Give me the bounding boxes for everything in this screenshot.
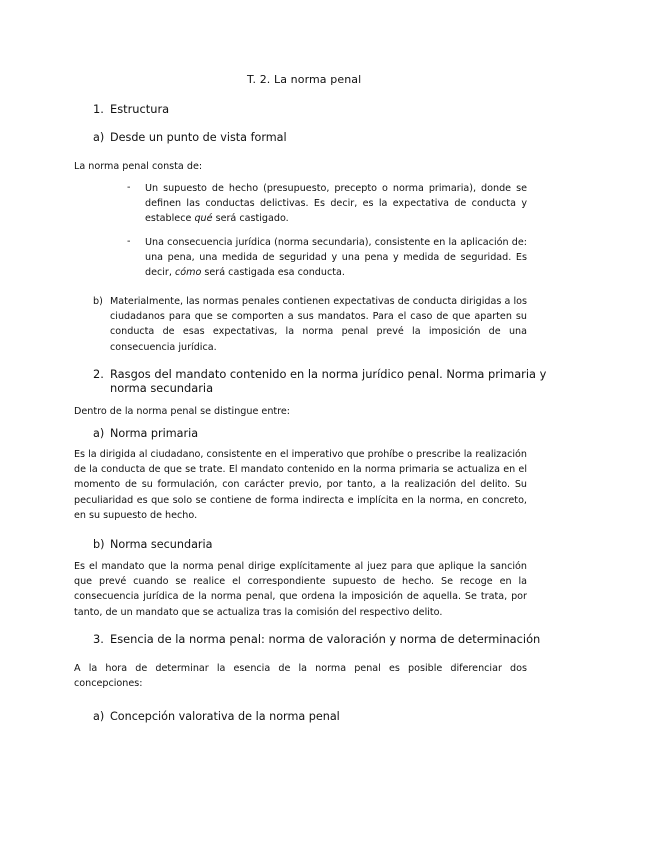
bullet-2-emphasis: cómo (174, 267, 202, 279)
section-1-number: 1. (93, 102, 104, 116)
norma-secundaria-paragraph (74, 559, 527, 620)
section-1b-label: b) (93, 296, 103, 307)
bullet-dash: - (127, 182, 131, 193)
section-1b-paragraph (110, 294, 527, 355)
section-3-number: 3. (93, 632, 104, 646)
section-3-intro-text: A la hora de determinar la esencia de la norma penal es posible diferenciar dos concepciones: (74, 663, 527, 690)
bullet-2-text-post: será castigada esa conducta. (201, 267, 345, 279)
section-1-heading: Estructura (110, 102, 170, 116)
section-2b-heading: Norma secundaria (110, 538, 213, 551)
section-1a-label: a) (93, 131, 105, 144)
section-2a-label: a) (93, 427, 105, 440)
norma-primaria-paragraph (74, 447, 527, 523)
bullet-2-text-pre: Una consecuencia jurídica (norma secundaria), consistente en la aplicación de: una pena, una medida de seguridad y una pena y medida de seguridad. Es decir, (145, 237, 527, 279)
bullet-1-text-pre: Un supuesto de hecho (presupuesto, precepto o norma primaria), donde se definen las conductas delictivas. Es decir, es la expectativa de conducta y establece (145, 183, 527, 225)
bullet-1-emphasis: qué (194, 213, 213, 225)
bullet-1-text-post: será castigado. (212, 213, 289, 225)
section-2-heading-line-1: Rasgos del mandato contenido en la norma jurídico penal. Norma primaria y (110, 367, 547, 381)
bullet-consecuencia-juridica (145, 235, 527, 281)
section-2-intro: Dentro de la norma penal se distingue entre: (74, 406, 291, 417)
bullet-dash: - (127, 236, 131, 247)
page-title: T. 2. La norma penal (247, 73, 362, 86)
norma-primaria-text: Es la dirigida al ciudadano, consistente en el imperativo que prohíbe o prescribe la realización de la conducta de que se trate. El mandato contenido en la norma primaria se actualiza en el momento de su formulación, con carácter previo, por tanto, a la realización del delito. Su peculiaridad es que solo se contiene de forma indirecta e implícita en la norma, en concreto, en su supuesto de hecho. (74, 449, 527, 521)
section-1-intro: La norma penal consta de: (74, 161, 203, 172)
bullet-supuesto-de-hecho (145, 181, 527, 227)
section-1b-text: Materialmente, las normas penales contienen expectativas de conducta dirigidas a los ciudadanos para que se comporten a sus mandatos. Para el caso de que aparten su conducta de esas expectativas, la norma penal prevé la imposición de una consecuencia jurídica. (110, 296, 527, 353)
section-2-heading-line-2: norma secundaria (110, 381, 214, 395)
section-2-number: 2. (93, 367, 104, 381)
section-2a-heading: Norma primaria (110, 427, 199, 440)
section-1a-heading: Desde un punto de vista formal (110, 131, 287, 144)
section-3-heading: Esencia de la norma penal: norma de valoración y norma de determinación (110, 632, 541, 646)
norma-secundaria-text: Es el mandato que la norma penal dirige explícitamente al juez para que aplique la sanción que prevé cuando se realice el correspondiente supuesto de hecho. Se recoge en la consecuencia jurídica de la norma penal, que ordena la imposición de aquella. Se trata, por tanto, de un mandato que se actualiza tras la comisión del respectivo delito. (74, 561, 527, 618)
section-3a-label: a) (93, 710, 105, 723)
section-3a-heading: Concepción valorativa de la norma penal (110, 710, 340, 723)
section-2b-label: b) (93, 538, 105, 551)
section-3-intro-paragraph (74, 661, 527, 691)
